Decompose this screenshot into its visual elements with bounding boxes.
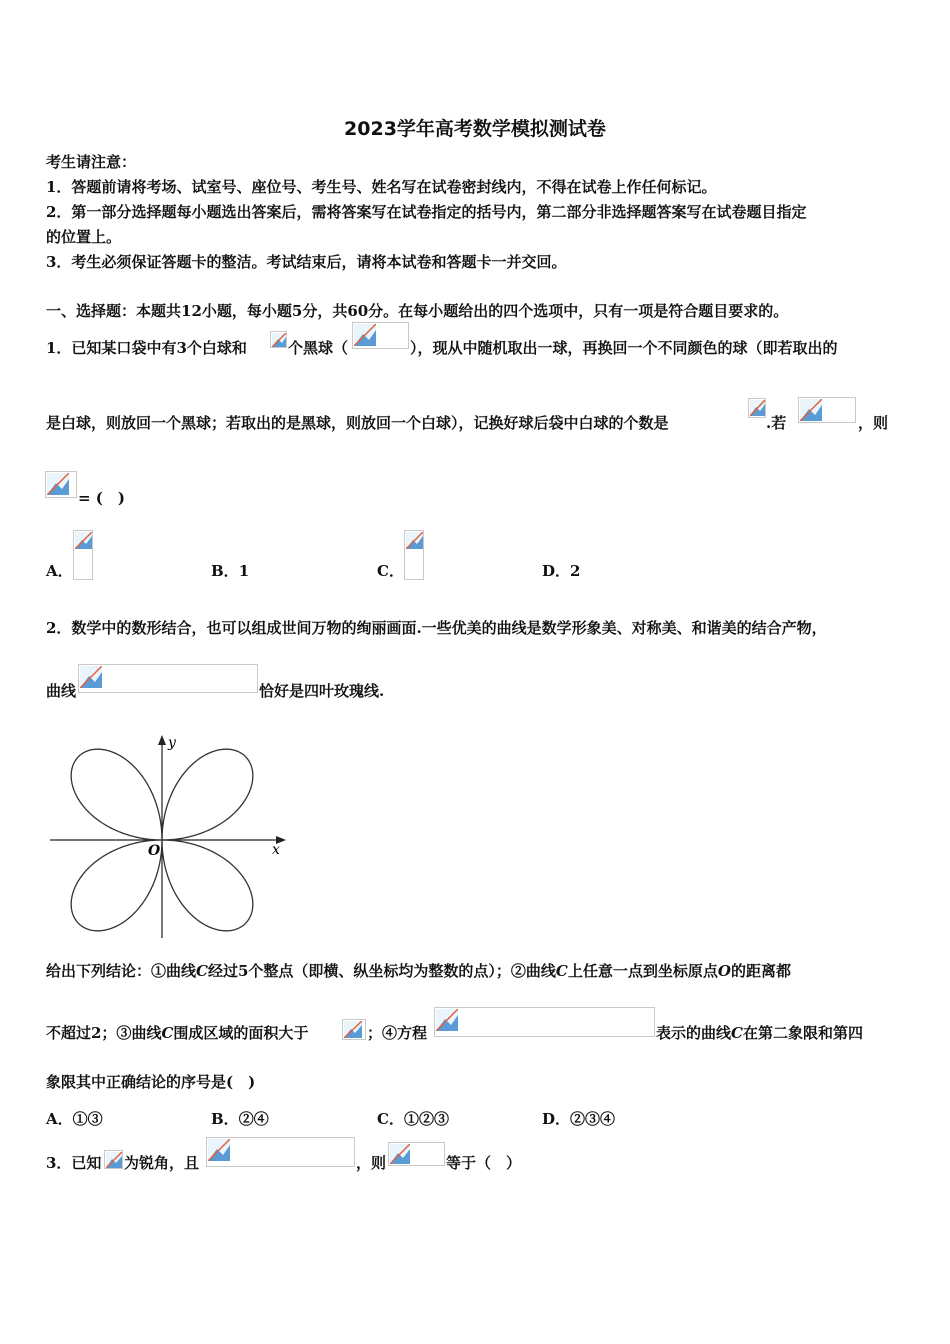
- q2-option-d: [542, 1108, 615, 1129]
- formula-image-icon: [270, 331, 287, 348]
- var-o: O: [717, 962, 731, 980]
- four-leaf-rose-figure: [46, 728, 296, 943]
- y-axis-arrow: [158, 735, 166, 745]
- section-heading: 一、选择题：本题共12小题，每小题5分，共60分。在每小题给出的四个选项中，只有一项是符合题目要求的。: [46, 302, 789, 320]
- q1-text: ，则: [858, 414, 889, 432]
- q1-text: 是白球，则放回一个黑球；若取出的是黑球，则放回一个白球），记换好球后袋中白球的个数是: [46, 414, 669, 432]
- formula-image-icon: [434, 1007, 655, 1037]
- q1-text: = ( ): [78, 489, 125, 507]
- q3-text: ，则: [356, 1154, 387, 1172]
- option-label: A．: [46, 562, 73, 580]
- var-c: C: [161, 1024, 174, 1042]
- q2-text: 围成区域的面积大于: [173, 1024, 309, 1042]
- q2-text: 在第二象限和第四: [742, 1024, 863, 1042]
- q2-text: 经过5个整点（即横、纵坐标均为整数的点）；②曲线: [207, 962, 556, 980]
- notice-item: 3．考生必须保证答题卡的整洁。考试结束后，请将本试卷和答题卡一并交回。: [46, 253, 567, 271]
- option-label: B．: [211, 562, 239, 580]
- option-text: ②④: [238, 1110, 269, 1128]
- q2-text: [656, 1023, 863, 1043]
- formula-image-icon: [206, 1137, 355, 1167]
- notice-heading: 考生请注意：: [46, 153, 137, 171]
- q2-text: 不超过2；③曲线: [46, 1024, 162, 1042]
- q3-text: 为锐角，且: [124, 1154, 200, 1172]
- q2-option-c: [377, 1108, 449, 1129]
- notice-item: 2．第一部分选择题每小题选出答案后，需将答案写在试卷指定的括号内，第二部分非选择题答案写在试卷题目指定: [46, 203, 807, 221]
- option-label: D．: [542, 1110, 571, 1128]
- q1-text: ），现从中随机取出一球，再换回一个不同颜色的球（即若取出的: [410, 339, 838, 357]
- notice-item: 1．答题前请将考场、试室号、座位号、考生号、姓名写在试卷密封线内，不得在试卷上作任何标记。: [46, 178, 717, 196]
- var-c: C: [555, 962, 568, 980]
- option-text: 1: [238, 562, 250, 580]
- q2-text: 2．数学中的数形结合，也可以组成世间万物的绚丽画面.一些优美的曲线是数学形象美、对称美、和谐美的结合产物，: [46, 619, 827, 637]
- option-label: C．: [377, 562, 404, 580]
- formula-image-icon: [342, 1019, 366, 1040]
- q2-option-b: [211, 1108, 269, 1129]
- option-label: D．: [542, 562, 571, 580]
- formula-image-icon: [45, 471, 77, 498]
- q2-text: 给出下列结论：①曲线: [46, 962, 197, 980]
- q3-text: 等于（ ）: [446, 1154, 522, 1172]
- formula-image-icon: [748, 398, 766, 418]
- q1-text: 个黑球（: [288, 339, 349, 357]
- formula-image-icon: [73, 530, 93, 580]
- option-label: C．: [377, 1110, 404, 1128]
- q2-option-a: [46, 1108, 103, 1129]
- q2-text: 表示的曲线: [656, 1024, 732, 1042]
- q2-text: [46, 1023, 308, 1043]
- formula-image-icon: [104, 1150, 123, 1169]
- formula-image-icon: [352, 322, 409, 349]
- formula-image-icon: [388, 1142, 445, 1166]
- formula-image-icon: [78, 664, 258, 693]
- q2-text: 上任意一点到坐标原点: [567, 962, 718, 980]
- x-axis-label: x: [272, 842, 280, 858]
- q2-text: 曲线: [46, 682, 77, 700]
- q1-option-c: [377, 560, 404, 581]
- q2-text: 的距离都: [730, 962, 791, 980]
- var-c: C: [731, 1024, 743, 1042]
- y-axis-label: y: [168, 735, 176, 751]
- option-label: A．: [46, 1110, 73, 1128]
- option-label: B．: [211, 1110, 239, 1128]
- option-text: ②③④: [570, 1110, 616, 1128]
- q1-option-b: [211, 560, 249, 581]
- page-title: 2023学年高考数学模拟测试卷: [344, 118, 606, 140]
- q1-option-a: [46, 560, 73, 581]
- q2-text: ；④方程: [367, 1024, 428, 1042]
- q1-option-d: [542, 560, 580, 581]
- var-c: C: [196, 962, 208, 980]
- q3-text: 3．已知: [46, 1154, 102, 1172]
- q1-text: .若: [766, 414, 787, 432]
- q1-text: 1．已知某口袋中有3个白球和: [46, 339, 247, 357]
- q2-text: 恰好是四叶玫瑰线.: [259, 682, 385, 700]
- q2-text: [46, 961, 791, 981]
- q2-text: 象限其中正确结论的序号是( ): [46, 1073, 256, 1091]
- option-text: ①③: [72, 1110, 103, 1128]
- option-text: ①②③: [403, 1110, 449, 1128]
- formula-image-icon: [404, 530, 424, 580]
- option-text: 2: [570, 562, 581, 580]
- formula-image-icon: [798, 397, 856, 423]
- notice-item: 的位置上。: [46, 228, 122, 246]
- origin-label: O: [148, 843, 161, 859]
